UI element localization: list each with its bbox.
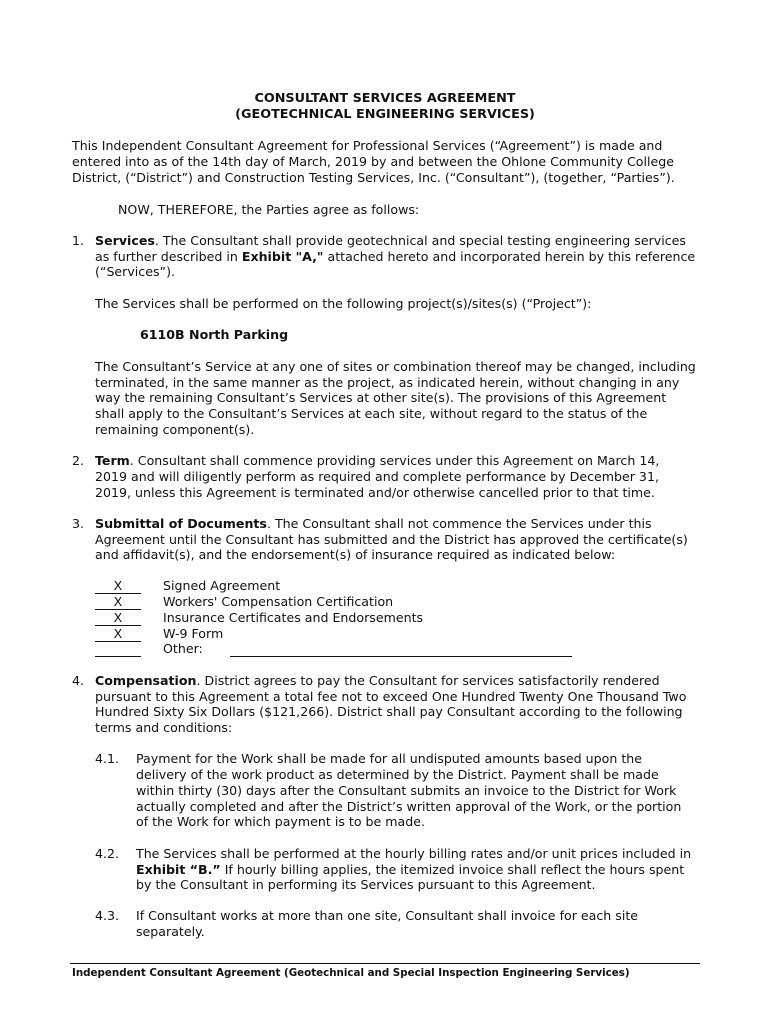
- section-3-line-1: Submittal of Documents. The Consultant shall not commence the Services under this: [95, 516, 652, 531]
- change-para-5: remaining component(s).: [95, 422, 255, 437]
- subsection-4-2-line-2: Exhibit “B.” If hourly billing applies, the itemized invoice shall reflect the hours spent: [136, 862, 685, 877]
- subsection-4-2-line-3: by the Consultant in performing its Services pursuant to this Agreement.: [136, 877, 596, 892]
- section-2-number: 2.: [72, 453, 85, 468]
- section-2-line-3: 2019, unless this Agreement is terminated and/or otherwise cancelled prior to that time.: [95, 485, 655, 500]
- section-1-line-1: Services. The Consultant shall provide geotechnical and special testing engineering services: [95, 233, 686, 248]
- checklist-mark-workers-comp: X: [95, 594, 141, 610]
- section-1-heading: Services: [95, 233, 155, 248]
- change-para-1: The Consultant’s Service at any one of sites or combination thereof may be changed, including: [95, 359, 696, 374]
- now-therefore: NOW, THEREFORE, the Parties agree as follows:: [118, 202, 420, 217]
- checklist-label-signed-agreement: Signed Agreement: [163, 578, 281, 593]
- section-2-line-1: Term. Consultant shall commence providing services under this Agreement on March 14,: [95, 453, 660, 468]
- change-para-4: shall apply to the Consultant’s Services at each site, without regard to the status of the: [95, 406, 648, 421]
- project-intro: The Services shall be performed on the following project(s)/sites(s) (“Project”):: [95, 296, 592, 311]
- subsection-4-3-number: 4.3.: [95, 908, 120, 923]
- section-3-heading: Submittal of Documents: [95, 516, 267, 531]
- subsection-4-1-line-2: delivery of the work product as determined by the District. Payment shall be made: [136, 767, 659, 782]
- intro-line-1: This Independent Consultant Agreement for Professional Services (“Agreement”) is made and: [72, 138, 663, 153]
- exhibit-a-ref: Exhibit "A,": [241, 249, 324, 264]
- page-footer: Independent Consultant Agreement (Geotechnical and Special Inspection Engineering Services): [72, 967, 630, 979]
- exhibit-b-ref: Exhibit “B.”: [136, 862, 221, 877]
- section-3-number: 3.: [72, 516, 85, 531]
- intro-line-2: entered into as of the 14th day of March, 2019 by and between the Ohlone Community College: [72, 154, 674, 169]
- checklist-label-insurance: Insurance Certificates and Endorsements: [163, 610, 424, 625]
- section-1-line-2: as further described in Exhibit "A," attached hereto and incorporated herein by this reference: [95, 249, 696, 264]
- checklist-label-other: Other:: [163, 641, 203, 656]
- other-blank-line: [230, 642, 572, 657]
- checklist-label-workers-comp: Workers' Compensation Certification: [163, 594, 394, 609]
- subsection-4-1-line-3: within thirty (30) days after the Consultant submits an invoice to the District for Work: [136, 783, 677, 798]
- section-4-heading: Compensation: [95, 673, 197, 688]
- subsection-4-1-line-5: of the Work for which payment is to be made.: [136, 814, 426, 829]
- checklist-mark-insurance: X: [95, 610, 141, 626]
- section-3-line-3: and affidavit(s), and the endorsement(s) of insurance required as indicated below:: [95, 547, 616, 562]
- checklist-label-w9: W-9 Form: [163, 626, 224, 641]
- intro-line-3: District, (“District”) and Construction Testing Services, Inc. (“Consultant”), (together, “Parties”).: [72, 170, 675, 185]
- subsection-4-3-line-2: separately.: [136, 924, 205, 939]
- subsection-4-2-line-1: The Services shall be performed at the hourly billing rates and/or unit prices included in: [136, 846, 692, 861]
- change-para-3: way the remaining Consultant’s Services at other site(s). The provisions of this Agreement: [95, 390, 667, 405]
- section-4-line-1: Compensation. District agrees to pay the Consultant for services satisfactorily rendered: [95, 673, 660, 688]
- checklist-mark-signed-agreement: X: [95, 578, 141, 594]
- subsection-4-1-number: 4.1.: [95, 751, 120, 766]
- checklist-mark-w9: X: [95, 626, 141, 642]
- subsection-4-1-line-1: Payment for the Work shall be made for all undisputed amounts based upon the: [136, 751, 642, 766]
- section-4-line-4: terms and conditions:: [95, 720, 233, 735]
- change-para-2: terminated, in the same manner as the project, as indicated herein, without changing in any: [95, 375, 680, 390]
- document-title: CONSULTANT SERVICES AGREEMENT: [254, 91, 516, 106]
- section-4-number: 4.: [72, 673, 85, 688]
- section-2-heading: Term: [95, 453, 130, 468]
- subsection-4-3-line-1: If Consultant works at more than one site, Consultant shall invoice for each site: [136, 908, 639, 923]
- section-1-line-3: (“Services”).: [95, 264, 175, 279]
- subsection-4-2-number: 4.2.: [95, 846, 120, 861]
- section-4-line-3: Hundred Sixty Six Dollars ($121,266). District shall pay Consultant according to the following: [95, 704, 683, 719]
- section-4-line-2: pursuant to this Agreement a total fee not to exceed One Hundred Twenty One Thousand Two: [95, 689, 687, 704]
- section-1-number: 1.: [72, 233, 85, 248]
- section-3-line-2: Agreement until the Consultant has submitted and the District has approved the certificate(s): [95, 532, 688, 547]
- subsection-4-1-line-4: actually completed and after the District’s written approval of the Work, or the portion: [136, 799, 682, 814]
- section-2-line-2: 2019 and will diligently perform as required and complete performance by December 31,: [95, 469, 659, 484]
- document-subtitle: (GEOTECHNICAL ENGINEERING SERVICES): [235, 107, 535, 122]
- checklist-mark-other: [95, 641, 141, 657]
- project-name: 6110B North Parking: [140, 327, 289, 342]
- footer-divider: [70, 963, 700, 964]
